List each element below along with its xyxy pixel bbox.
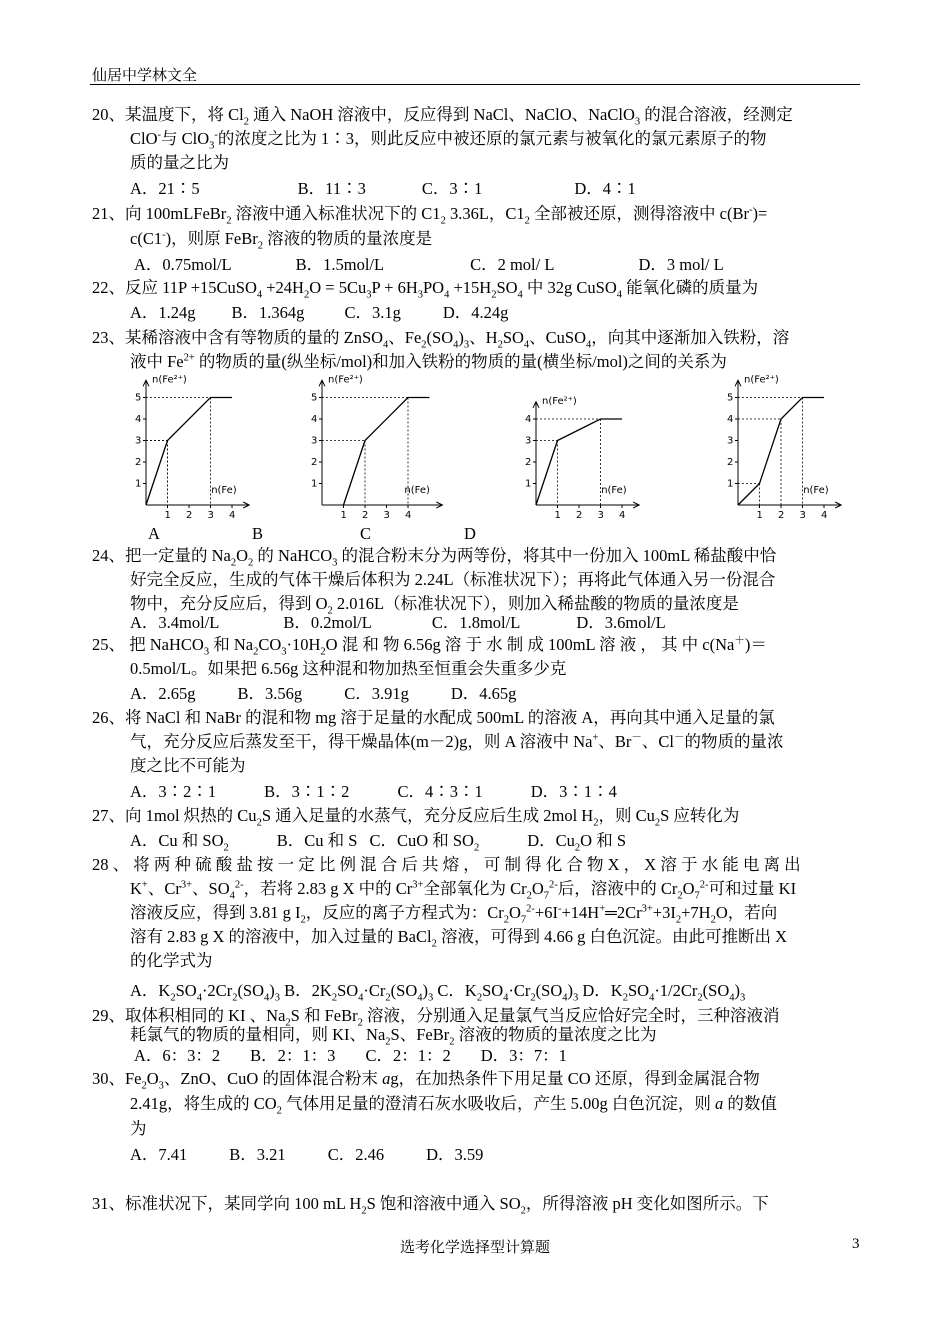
x-tick-label: 4 (619, 510, 626, 521)
page-footer-title: 选考化学选择型计算题 (399, 1240, 550, 1256)
q29-line1: 29、取体积相同的 KI 、$Na_2S$ 和 FeBr$_2$ 溶液，分别通入足量氯气当反应恰好完全时，三种溶液消 (92, 1006, 780, 1029)
q28-line5: 的化学式为 (130, 951, 213, 970)
q22-options: A．1.24g B．1.364g C．3.1g D．4.24g (130, 303, 509, 322)
x-axis-label: n(Fe) (803, 485, 829, 496)
x-tick-label: 4 (229, 510, 236, 521)
x-tick-label: 1 (756, 510, 763, 521)
x-tick-label: 2 (186, 510, 193, 521)
q23-line2: 液中 $Fe^{2+}$ 的物质的量(纵坐标/mol)和加入铁粉的物质的量(横坐标/mol)之间的关系为 (130, 352, 727, 371)
x-axis-label: n(Fe) (404, 485, 430, 496)
q28-line2: K+、$Cr^{3+}$、$SO_4^{2-}$，若将 2.83 g X 中的 $Cr^{3+}$全部氧化为 $Cr_2O_7^{2-}$后，溶液中的 $Cr_2O_7^{2-}$可和过量 KI (130, 879, 797, 902)
q25-line2: 0.5mol/L。如果把 6.56g 这种混和物加热至恒重会失重多少克 (130, 659, 567, 678)
q21-line1: 21、向 100mLFeBr$_2$ 溶液中通入标准状况下的 $C1_2$ 3.36L，$C1_2$ 全部被还原，测得溶液中 c(Br-)= (92, 204, 768, 227)
y-tick-label: 5 (135, 392, 142, 404)
graph-label-d: D (464, 524, 476, 543)
q30-line1: 30、$Fe_2O_3$、ZnO、CuO 的固体混合粉末 ag，在加热条件下用足量 CO 还原，得到金属混合物 (92, 1069, 760, 1092)
y-tick-label: 2 (311, 457, 318, 468)
x-tick-label: 3 (383, 510, 390, 521)
y-tick-label: 2 (727, 457, 734, 468)
x-axis-label: n(Fe) (601, 485, 627, 496)
q22-line1: 22、反应 11P +15CuSO$_4$ $+24H_2O = 5Cu_3P + 6H_3PO_4 +15H_2SO_4$ 中 32g CuSO$_4$ 能氧化磷的质量为 (92, 278, 759, 301)
q31-line1: 31、标准状况下，某同学向 100 mL $H_2S$ 饱和溶液中通入 $SO_2$，所得溶液 pH 变化如图所示。下 (92, 1194, 769, 1217)
x-tick-label: 1 (554, 510, 561, 521)
x-tick-label: 3 (597, 510, 604, 521)
graph-label-c: C (360, 524, 372, 543)
y-axis-label: n(Fe²⁺) (328, 374, 363, 386)
graph-a (118, 370, 258, 525)
q26-line1: 26、将 NaCl 和 NaBr 的混和物 mg 溶于足量的水配成 500mL 的溶液 A，再向其中通入足量的氯 (92, 708, 775, 727)
graph-c (508, 370, 648, 525)
y-tick-label: 1 (135, 478, 142, 490)
q21-line2: c(C1-)，则原 FeBr$_2$ 溶液的物质的量浓度是 (130, 229, 433, 252)
q23-line1: 23、某稀溶液中含有等物质的量的 ZnSO$_4$、$Fe_2(SO_4)_3$、$H_2SO_4$、CuSO$_4$，向其中逐渐加入铁粉，溶 (92, 328, 790, 351)
x-tick-label: 2 (362, 510, 369, 521)
y-tick-label: 4 (525, 414, 532, 425)
x-axis-label: n(Fe) (211, 485, 237, 496)
y-tick-label: 1 (525, 478, 532, 490)
q20-line1: 20、某温度下，将 $Cl_2$ 通入 NaOH 溶液中，反应得到 NaCl、NaClO、NaClO$_3$ 的混合溶液，经测定 (92, 105, 793, 128)
header-rule (90, 84, 860, 85)
q20-line2: ClO-与 ClO$_3$-的浓度之比为 1∶3，则此反应中被还原的氯元素与被氧化的氯元素原子的物 (130, 129, 767, 152)
q20-line3: 质的量之比为 (130, 153, 229, 172)
y-axis-label: n(Fe²⁺) (542, 395, 577, 407)
x-tick-label: 2 (576, 510, 583, 521)
page-header: 仙居中学林文全 (92, 68, 198, 84)
q25-line1: 25、 把 NaHCO$_3$ 和 $Na_2CO_3\cdot 10H_2O$ 混 和 物 6.56g 溶 于 水 制 成 100mL 溶 液 ， 其 中 c(Na＋)＝ (92, 635, 767, 658)
y-tick-label: 5 (727, 392, 734, 404)
q29-options: A．6：3：2 B．2：1：3 C．2：1：2 D．3：7：1 (134, 1046, 567, 1065)
q30-line2: 2.41g，将生成的 $CO_2$ 气体用足量的澄清石灰水吸收后，产生 5.00g 白色沉淀，则 a 的数值 (130, 1094, 777, 1117)
x-tick-label: 1 (164, 510, 171, 521)
y-tick-label: 2 (135, 457, 142, 468)
y-tick-label: 3 (727, 435, 734, 447)
x-tick-label: 4 (405, 510, 412, 521)
x-tick-label: 2 (778, 510, 785, 521)
q26-line2: 气，充分反应后蒸发至干，得干燥晶体(m－2)g，则 A 溶液中 Na+、Br－、Cl－的物质的量浓 (130, 732, 784, 751)
q30-line3: 为 (130, 1119, 147, 1138)
q27-options: A．Cu 和 $SO_2$ B．Cu 和 S C．CuO 和 $SO_2$ D．$Cu_2O$ 和 S (130, 831, 626, 854)
q28-line1: 28 、 将 两 种 硫 酸 盐 按 一 定 比 例 混 合 后 共 熔 ， 可 制 得 化 合 物 X ， X 溶 于 水 能 电 离 出 (92, 855, 801, 874)
q29-line2: 耗氯气的物质的量相同，则 KI、$Na_2S$、FeBr$_2$ 溶液的物质的量浓度之比为 (130, 1025, 657, 1048)
y-tick-label: 3 (135, 435, 142, 447)
y-tick-label: 4 (311, 414, 318, 425)
q20-options: A．21∶5 B．11∶3 C．3∶1 D．4∶1 (130, 179, 636, 198)
q26-line3: 度之比不可能为 (130, 756, 246, 775)
x-tick-label: 4 (821, 510, 828, 521)
q24-options: A．3.4mol/L B．0.2mol/L C．1.8mol/L D．3.6mol/L (130, 613, 666, 632)
x-tick-label: 3 (799, 510, 806, 521)
y-tick-label: 4 (727, 414, 734, 425)
graph-b (294, 370, 454, 525)
q27-line1: 27、向 1mol 炽热的 $Cu_2S$ 通入足量的水蒸气，充分反应后生成 2mol $H_2$，则 $Cu_2S$ 应转化为 (92, 806, 740, 829)
x-tick-label: 1 (340, 510, 347, 521)
y-axis-label: n(Fe²⁺) (744, 374, 779, 386)
graph-label-a: A (148, 524, 160, 543)
y-tick-label: 3 (525, 435, 532, 447)
y-tick-label: 2 (525, 457, 532, 468)
q21-options: A．0.75mol/L B．1.5mol/L C．2 mol/ L D．3 mol/ L (134, 255, 724, 274)
graph-d (710, 370, 850, 525)
q24-line1: 24、把一定量的 $Na_2O_2$ 的 NaHCO$_3$ 的混合粉末分为两等份，将其中一份加入 100mL 稀盐酸中恰 (92, 546, 777, 569)
q30-options: A．7.41 B．3.21 C．2.46 D．3.59 (130, 1145, 484, 1164)
graph-label-b: B (252, 524, 264, 543)
y-tick-label: 1 (311, 478, 318, 490)
x-tick-label: 3 (207, 510, 214, 521)
y-tick-label: 5 (311, 392, 318, 404)
y-tick-label: 3 (311, 435, 318, 447)
q26-options: A．3∶2∶1 B．3∶1∶2 C．4∶3∶1 D．3∶1∶4 (130, 782, 617, 801)
q28-options: A．$K_2SO_4\cdot 2Cr_2(SO_4)_3$ B．$2K_2SO_4\cdot Cr_2(SO_4)_3$ C．$K_2SO_4\cdot Cr_2(SO_4)_3$ D．$K_2SO_4\cdot 1/2Cr_2(SO_4)_3$ (130, 981, 746, 1004)
y-tick-label: 4 (135, 414, 142, 425)
page-number: 3 (852, 1236, 860, 1252)
q28-line3: 溶液反应，得到 3.81 g $I_2$，反应的离子方程式为：$Cr_2O_7^{2-}+6I^-+14H^+═2Cr^{3+}+3I_2+7H_2O$，若向 (130, 903, 778, 926)
q24-line2: 好完全反应，生成的气体干燥后体积为 2.24L（标准状况下）；再将此气体通入另一份混合 (130, 570, 776, 589)
y-axis-label: n(Fe²⁺) (152, 374, 187, 386)
q24-line3: 物中，充分反应后，得到 $O_2$ 2.016L（标准状况下），则加入稀盐酸的物质的量浓度是 (130, 594, 739, 617)
q25-options: A．2.65g B．3.56g C．3.91g D．4.65g (130, 684, 517, 703)
y-tick-label: 1 (727, 478, 734, 490)
q28-line4: 溶有 2.83 g X 的溶液中，加入过量的 BaCl$_2$ 溶液，可得到 4.66 g 白色沉淀。由此可推断出 X (130, 927, 788, 950)
